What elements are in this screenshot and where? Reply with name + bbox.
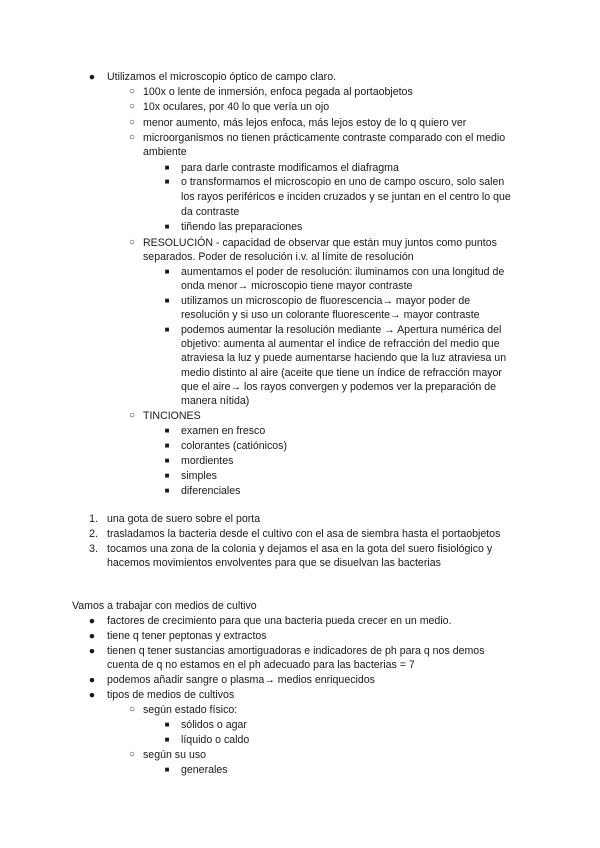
list-item: examen en fresco [181,425,266,437]
list-item: utilizamos un microscopio de fluorescencia→ mayor poder de [181,295,471,307]
bullet-square: ■ [164,325,170,334]
list-item: o transformamos el microscopio en uno de campo oscuro, solo salen [181,176,505,188]
bullet-disc: ● [88,630,96,642]
bullet-square: ■ [164,163,170,172]
list-item: aumentamos el poder de resolución: iluminamos con una longitud de [181,266,505,278]
bullet-circle: ○ [128,410,136,421]
step-number: 2. [89,528,98,540]
list-item-microscope: Utilizamos el microscopio óptico de campo claro. [107,71,337,83]
bullet-circle: ○ [128,749,136,760]
contrast-text-line: ambiente [143,146,187,158]
list-item: podemos aumentar la resolución mediante → Apertura numérica del [181,324,502,336]
list-item: manera nítida) [181,395,250,407]
contrast-text-line: microorganismos no tienen prácticamente contraste comparado con el medio [143,132,506,144]
list-item: atraviesa la luz y puede aumentarse haciendo que la luz atraviesa un [181,352,507,364]
bullet-square: ■ [164,222,170,231]
list-item: da contraste [181,206,240,218]
list-item: diferenciales [181,485,241,497]
list-item: tienen q tener sustancias amortiguadoras e indicadores de ph para q nos demos [107,645,485,657]
bullet-disc: ● [88,645,96,657]
section-heading: Vamos a trabajar con medios de cultivo [72,600,257,612]
list-item: resolución y si uso un colorante fluorescente→ mayor contraste [181,309,480,321]
bullet-square: ■ [164,426,170,435]
bullet-disc: ● [88,674,96,686]
bullet-square: ■ [164,177,170,186]
bullet-circle: ○ [128,704,136,715]
resolution-text-line: RESOLUCIÓN - capacidad de observar que están muy juntos como puntos [143,237,497,249]
list-item: tiene q tener peptonas y extractos [107,630,267,642]
list-item: tipos de medios de cultivos [107,689,235,701]
list-item: simples [181,470,217,482]
bullet-square: ■ [164,267,170,276]
list-item: 100x o lente de inmersión, enfoca pegada al portaobjetos [143,86,413,98]
list-item: según su uso [143,749,207,761]
bullet-circle: ○ [128,237,136,248]
list-item: para darle contraste modificamos el diafragma [181,162,399,174]
list-item: onda menor→ microscopio tiene mayor contraste [181,280,413,292]
list-item: podemos añadir sangre o plasma→ medios enriquecidos [107,674,375,686]
list-item: 10x oculares, por 40 lo que vería un ojo [143,101,330,113]
list-item: medio distinto al aire (aceite que tiene un índice de refracción mayor [181,367,502,379]
bullet-circle: ○ [128,132,136,143]
list-item: sólidos o agar [181,719,247,731]
step-text: una gota de suero sobre el porta [107,513,261,525]
list-item: los rayos periféricos e inciden cruzados y se juntan en el centro lo que [181,191,511,203]
bullet-square: ■ [164,296,170,305]
step-text: tocamos una zona de la colonia y dejamos el asa en la gota del suero fisiológico y [107,543,493,555]
list-item: según estado físico: [143,704,238,716]
bullet-circle: ○ [128,101,136,112]
bullet-circle: ○ [128,117,136,128]
bullet-square: ■ [164,441,170,450]
bullet-disc: ● [88,615,96,627]
list-item: factores de crecimiento para que una bacteria pueda crecer en un medio. [107,615,452,627]
bullet-circle: ○ [128,86,136,97]
resolution-text-line: separados. Poder de resolución i.v. al límite de resolución [143,251,414,263]
list-item: mordientes [181,455,234,467]
list-item: colorantes (catiónicos) [181,440,287,452]
bullet-square: ■ [164,456,170,465]
step-number: 3. [89,543,98,555]
bullet-square: ■ [164,486,170,495]
bullet-disc: ● [88,71,96,83]
step-text: trasladamos la bacteria desde el cultivo con el asa de siembra hasta el portaobjetos [107,528,501,540]
step-number: 1. [89,513,98,525]
bullet-square: ■ [164,720,170,729]
bullet-square: ■ [164,765,170,774]
step-text: hacemos movimientos envolventes para que se disuelvan las bacterias [107,557,441,569]
list-item: cuenta de q no estamos en el ph adecuado para las bacterias = 7 [107,659,415,671]
list-item: generales [181,764,228,776]
bullet-disc: ● [88,689,96,701]
stains-title: TINCIONES [143,410,201,422]
list-item: que el aire→ los rayos convergen y podemos ver la preparación de [181,381,497,393]
list-item: objetivo: aumenta al aumentar el índice de refracción del medio que [181,338,500,350]
bullet-square: ■ [164,735,170,744]
bullet-square: ■ [164,471,170,480]
list-item: tiñendo las preparaciones [181,221,303,233]
list-item: líquido o caldo [181,734,250,746]
list-item: menor aumento, más lejos enfoca, más lejos estoy de lo q quiero ver [143,117,467,129]
